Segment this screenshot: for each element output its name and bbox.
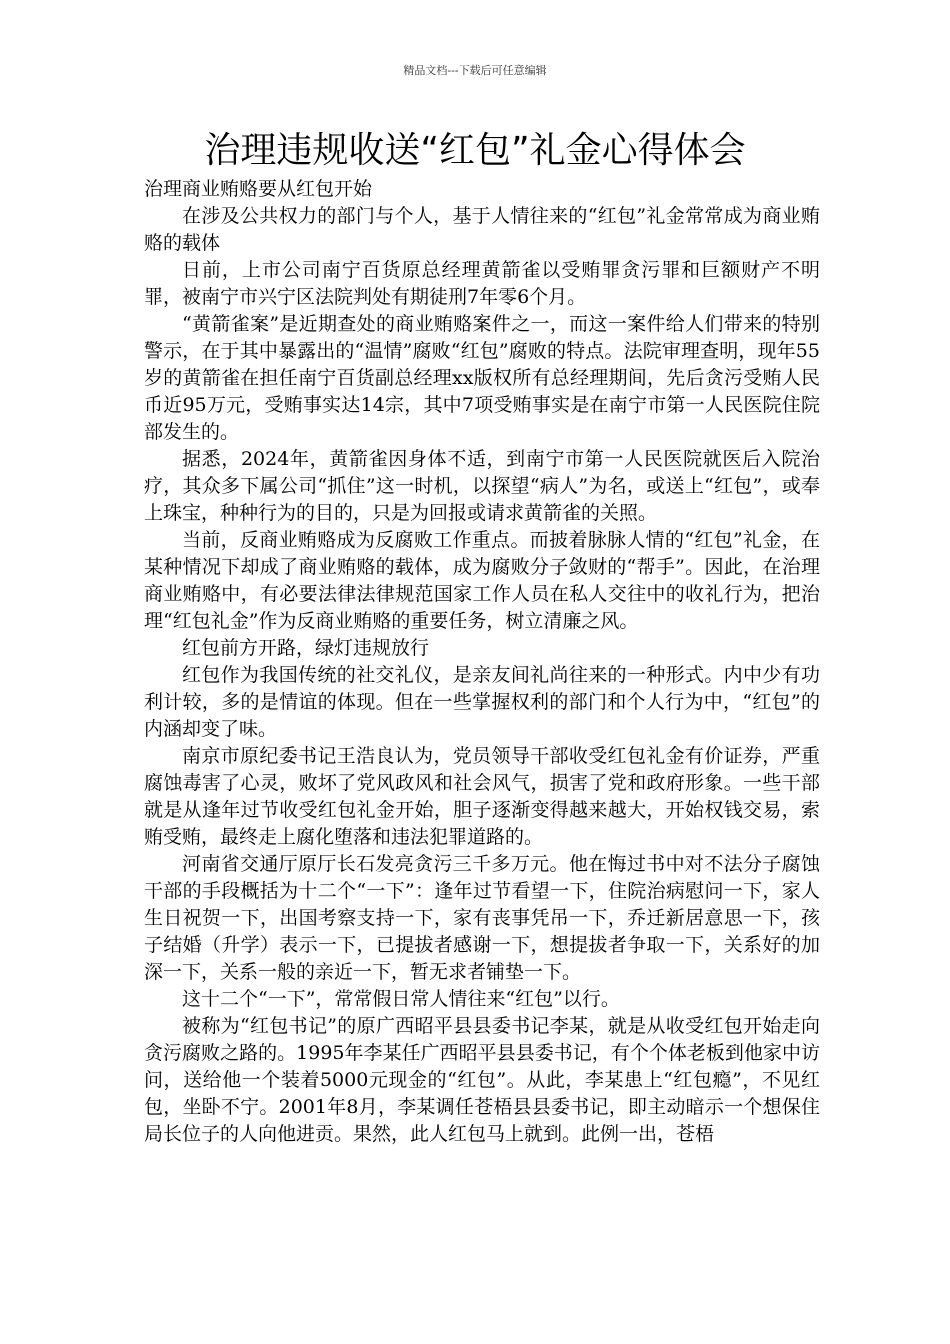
document-body xyxy=(144,176,820,1148)
paragraph: 河南省交通厅原厅长石发亮贪污三千多万元。他在悔过书中对不法分子腐蚀干部的手段概括为十二个“一下”：逢年过节看望一下，住院治病慰问一下，家人生日祝贺一下，出国考察支持一下，家有丧事凭吊一下，乔迁新居意思一下，孩子结婚（升学）表示一下，已提拔者感谢一下，想提拔者争取一下，关系好的加深一下，关系一般的亲近一下，暂无求者铺垫一下。 xyxy=(144,853,820,983)
section-heading: 红包前方开路，绿灯违规放行 xyxy=(182,637,430,659)
paragraph: 红包作为我国传统的社交礼仪，是亲友间礼尚往来的一种形式。内中少有功利计较，多的是情谊的体现。但在一些掌握权利的部门和个人行为中，“红包”的内涵却变了味。 xyxy=(144,664,820,740)
paragraph: 治理商业贿赂要从红包开始 xyxy=(144,178,373,200)
paragraph: 日前，上市公司南宁百货原总经理黄箭雀以受贿罪贪污罪和巨额财产不明罪，被南宁市兴宁区法院判处有期徒刑7年零6个月。 xyxy=(144,259,820,308)
paragraph: 被称为“红包书记”的原广西昭平县县委书记李某，就是从收受红包开始走向贪污腐败之路的。1995年李某任广西昭平县县委书记，有个个体老板到他家中访问，送给他一个装着5000元现金的“红包”。从此，李某患上“红包瘾”，不见红包，坐卧不宁。2001年8月，李某调任苍梧县县委书记，即主动暗示一个想保住局长位子的人向他进贡。果然，此人红包马上就到。此例一出，苍梧 xyxy=(144,1015,820,1145)
page-header: 精品文档---下载后可任意编辑 xyxy=(403,64,547,77)
document-title: 治理违规收送“红包”礼金心得体会 xyxy=(204,130,746,171)
paragraph: 据悉，2024年，黄箭雀因身体不适，到南宁市第一人民医院就医后入院治疗，其众多下属公司“抓住”这一时机，以探望“病人”为名，或送上“红包”，或奉上珠宝，种种行为的目的，只是为回报或请求黄箭雀的关照。 xyxy=(144,448,820,524)
paragraph: 这十二个“一下”，常常假日常人情往来“红包”以行。 xyxy=(182,988,620,1010)
paragraph: 当前，反商业贿赂成为反腐败工作重点。而披着脉脉人情的“红包”礼金，在某种情况下却成了商业贿赂的载体，成为腐败分子敛财的“帮手”。因此，在治理商业贿赂中，有必要法律法律规范国家工作人员在私人交往中的收礼行为，把治理“红包礼金”作为反商业贿赂的重要任务，树立清廉之风。 xyxy=(144,529,820,632)
paragraph: 南京市原纪委书记王浩良认为，党员领导干部收受红包礼金有价证券，严重腐蚀毒害了心灵，败坏了党风政风和社会风气，损害了党和政府形象。一些干部就是从逢年过节收受红包礼金开始，胆子逐渐变得越来越大，开始权钱交易，索贿受贿，最终走上腐化堕落和违法犯罪道路的。 xyxy=(144,745,820,848)
paragraph: “黄箭雀案”是近期查处的商业贿赂案件之一，而这一案件给人们带来的特别警示，在于其中暴露出的“温情”腐败“红包”腐败的特点。法院审理查明，现年55岁的黄箭雀在担任南宁百货副总经理xx版权所有总经理期间，先后贪污受贿人民币近95万元，受贿事实达14宗，其中7项受贿事实是在南宁市第一人民医院住院部发生的。 xyxy=(144,313,820,443)
paragraph: 在涉及公共权力的部门与个人，基于人情往来的“红包”礼金常常成为商业贿赂的载体 xyxy=(144,205,820,254)
